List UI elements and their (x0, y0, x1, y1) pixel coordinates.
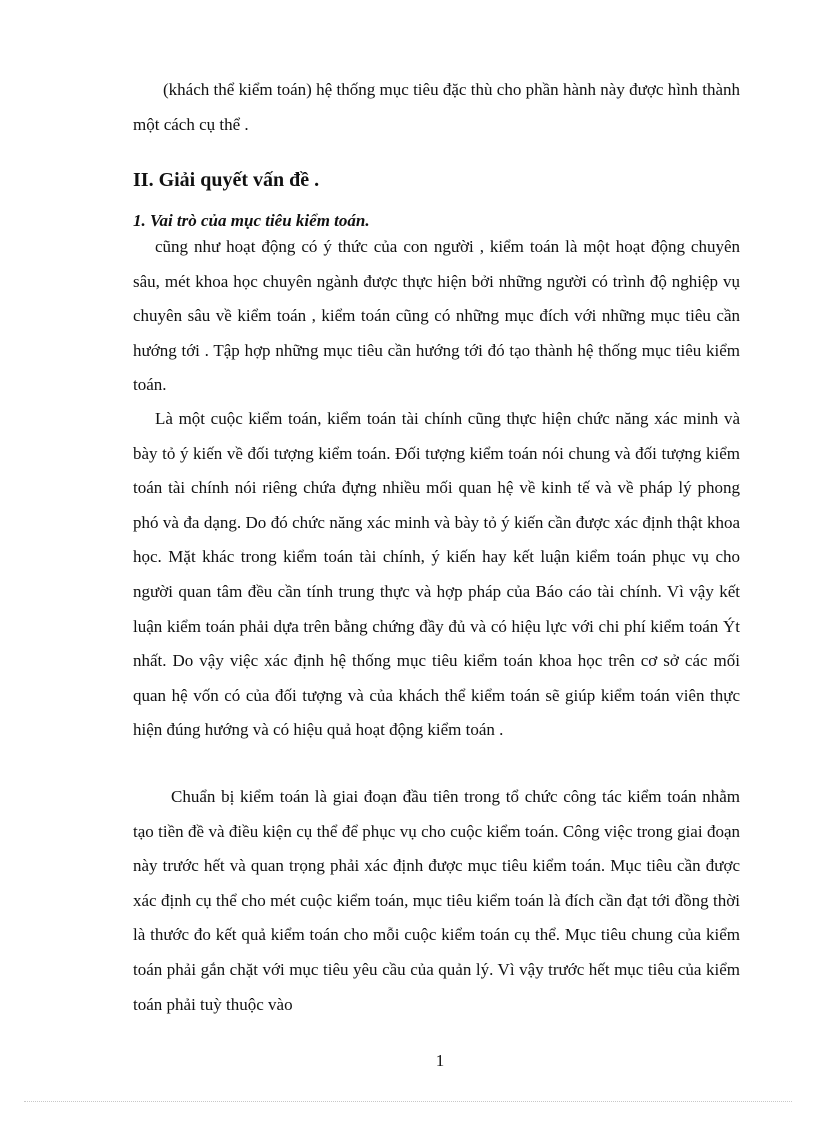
body-paragraph: Là một cuộc kiểm toán, kiểm toán tài chính cũng thực hiện chức năng xác minh và bày tỏ ý kiến về đối tượng kiểm toán. Đối tượng kiểm toán nói chung và đối tượng kiểm toán tài chính nói riêng chứa đựng nhiều mối quan hệ về kinh tế và về pháp lý phong phó và đa dạng. Do đó chức năng xác minh và bày tỏ ý kiến cần được xác định thật khoa học. Mặt khác trong kiểm toán tài chính, ý kiến hay kết luận kiểm toán phục vụ cho người quan tâm đều cần tính trung thực và hợp pháp của Báo cáo tài chính. Vì vậy kết luận kiểm toán phải dựa trên bằng chứng đầy đủ và có hiệu lực với chi phí kiểm toán Ýt nhất. Do vậy việc xác định hệ thống mục tiêu kiểm toán khoa học trên cơ sở các mối quan hệ vốn có của đối tượng và của khách thể kiểm toán sẽ giúp kiểm toán viên thực hiện đúng hướng và có hiệu quả hoạt động kiểm toán . (133, 409, 740, 740)
page-number: 1 (435, 1051, 445, 1070)
subsection-heading: 1. Vai trò của mục tiêu kiểm toán. (133, 211, 370, 230)
body-paragraph: cũng như hoạt động có ý thức của con người , kiểm toán là một hoạt động chuyên sâu, mét khoa học chuyên ngành được thực hiện bởi những người có trình độ nghiệp vụ chuyên sâu về kiểm toán , kiểm toán cũng có những mục đích với những mục tiêu cần hướng tới . Tập hợp những mục tiêu cần hướng tới đó tạo thành hệ thống mục tiêu kiểm toán. (133, 237, 740, 395)
intro-paragraph: (khách thể kiểm toán) hệ thống mục tiêu đặc thù cho phần hành này được hình thành một cách cụ thể . (133, 80, 740, 134)
section-heading: II. Giải quyết vấn đề . (133, 169, 320, 191)
body-paragraph: Chuẩn bị kiểm toán là giai đoạn đầu tiên trong tổ chức công tác kiểm toán nhằm tạo tiền đề và điều kiện cụ thể để phục vụ cho cuộc kiểm toán. Công việc trong giai đoạn này trước hết và quan trọng phải xác định được mục tiêu kiểm toán. Mục tiêu cần được xác định cụ thể cho mét cuộc kiểm toán, mục tiêu kiểm toán là đích cần đạt tới đồng thời là thước đo kết quả kiểm toán cho mỗi cuộc kiểm toán cụ thể. Mục tiêu chung của kiểm toán phải gắn chặt với mục tiêu yêu cầu của quản lý. Vì vậy trước hết mục tiêu của kiểm toán phải tuỳ thuộc vào (133, 787, 740, 1014)
footer-divider (24, 1101, 792, 1102)
